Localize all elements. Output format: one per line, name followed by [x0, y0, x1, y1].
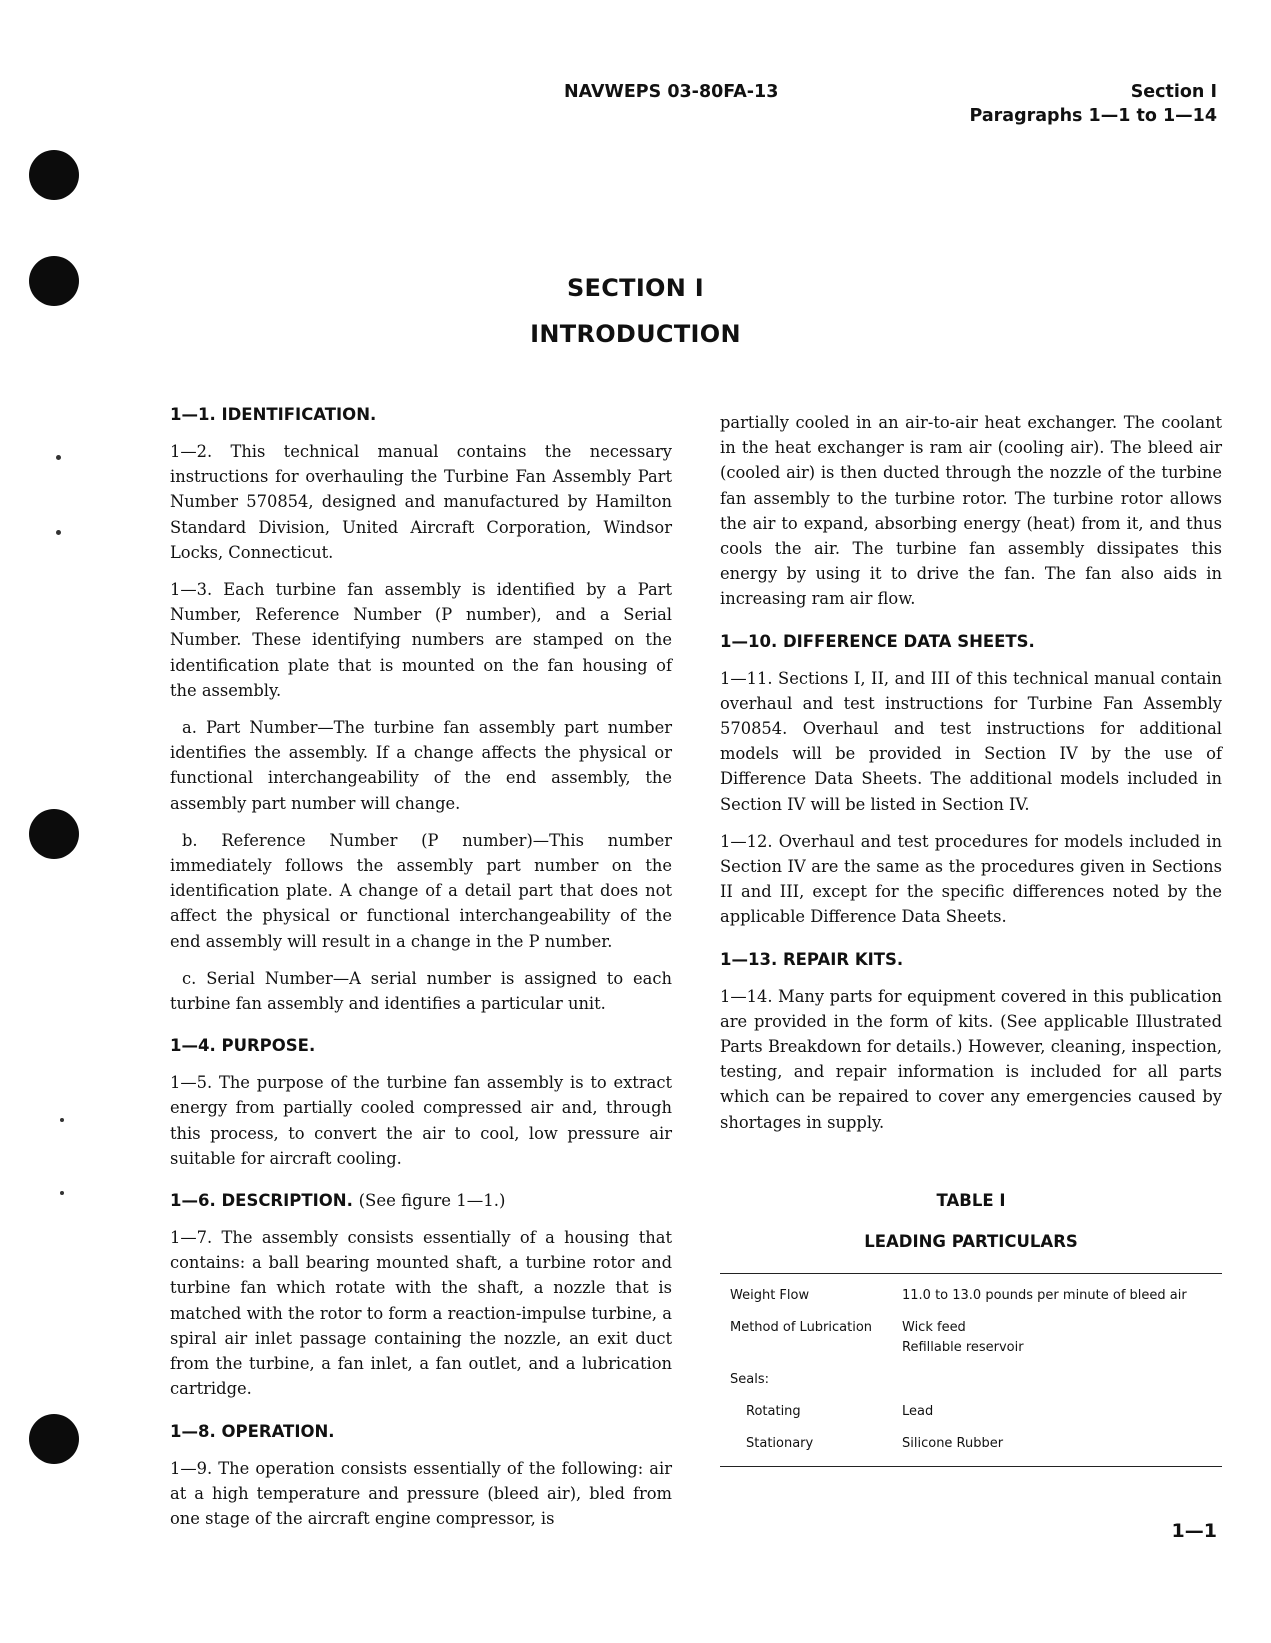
paragraph-1-12: 1—12. Overhaul and test procedures for models included in Section IV are the same as the procedures given in Sections II and III, except for the specific differences noted by the applicable Difference Data Sheets. — [720, 831, 1222, 927]
paragraph-1-3: 1—3. Each turbine fan assembly is identified by a Part Number, Reference Number (P number), and a Serial Number. These identifying numbers are stamped on the identification plate that is mounted on the fan housing of the assembly. — [170, 580, 672, 700]
table-number: TABLE I — [936, 1190, 1006, 1210]
paragraphs-reference: Paragraphs 1—1 to 1—14 — [969, 106, 1217, 126]
lubrication-label: Method of Lubrication — [730, 1319, 873, 1335]
paragraph-a: a. Part Number—The turbine fan assembly part number identifies the assembly. If a change affects the physical or functional interchangeability of the end assembly, the assembly part number will change. — [170, 718, 672, 813]
binder-hole-3 — [29, 809, 79, 859]
lubrication-value-1: Wick feed — [902, 1319, 966, 1335]
scan-speck — [60, 1118, 64, 1122]
seals-label: Seals: — [730, 1371, 769, 1387]
left-column — [170, 405, 672, 1543]
scan-speck — [56, 530, 61, 535]
binder-hole-4 — [29, 1414, 79, 1464]
paragraph-1-7: 1—7. The assembly consists essentially of a housing that contains: a ball bearing mounted shaft, a turbine rotor and turbine fan which rotate with the shaft, a nozzle that is matched with the rotor to form a reaction-impulse turbine, a spiral air inlet passage containing the nozzle, an exit duct from the turbine, a fan inlet, a fan outlet, and a lubrication cartridge. — [170, 1228, 672, 1399]
paragraph-1-14: 1—14. Many parts for equipment covered in this publication are provided in the form of kits. (See applicable Illustrated Parts Breakdown for details.) However, cleaning, inspection, testing, and repair information is included for all parts which can be repaired to cover any emergencies caused by shortages in supply. — [720, 986, 1222, 1132]
table-row — [720, 1318, 1222, 1358]
paragraph-1-9-continued: partially cooled in an air-to-air heat exchanger. The coolant in the heat exchanger is ram air (cooling air). The bleed air (cooled air) is then ducted through the nozzle of the turbine fan assembly to the turbine rotor. The turbine rotor allows the air to expand, absorbing energy (heat) from it, and thus cools the air. The turbine fan assembly dissipates this energy by using it to drive the fan. The fan also aids in increasing ram air flow. — [720, 413, 1222, 609]
scan-speck — [56, 455, 61, 460]
rotating-label: Rotating — [746, 1403, 801, 1419]
table-row — [720, 1434, 1222, 1454]
section-reference: Section I — [1130, 82, 1217, 102]
binder-hole-1 — [29, 150, 79, 200]
figure-reference: (See figure 1—1.) — [358, 1191, 506, 1211]
stationary-label: Stationary — [746, 1435, 814, 1451]
scan-speck — [60, 1191, 64, 1195]
leading-particulars-table — [720, 1273, 1222, 1469]
section-subtitle: INTRODUCTION — [530, 320, 741, 348]
weight-flow-value: 11.0 to 13.0 pounds per minute of bleed air — [902, 1287, 1187, 1303]
section-title: SECTION I — [566, 274, 705, 302]
table-title: LEADING PARTICULARS — [864, 1231, 1078, 1251]
paragraph-1-5: 1—5. The purpose of the turbine fan assembly is to extract energy from partially cooled compressed air and, through this process, to convert the air to cool, low pressure air suitable for aircraft cooling. — [170, 1073, 672, 1168]
heading-description — [170, 1191, 672, 1210]
heading-identification: 1—1. IDENTIFICATION. — [170, 405, 377, 424]
table-row — [720, 1402, 1222, 1422]
heading-purpose: 1—4. PURPOSE. — [170, 1036, 316, 1056]
heading-repair-kits: 1—13. REPAIR KITS. — [720, 949, 904, 969]
paragraph-1-2: 1—2. This technical manual contains the necessary instructions for overhauling the Turbine Fan Assembly Part Number 570854, designed and manufactured by Hamilton Standard Division, United Aircraft Corporation, Windsor Locks, Connecticut. — [170, 442, 672, 562]
heading-difference-data-sheets: 1—10. DIFFERENCE DATA SHEETS. — [720, 631, 1035, 651]
lubrication-value-2: Refillable reservoir — [902, 1339, 1024, 1355]
stationary-value: Silicone Rubber — [902, 1435, 1004, 1451]
paragraph-b: b. Reference Number (P number)—This number immediately follows the assembly part number on the identification plate. A change of a detail part that does not affect the physical or functional interchangeability of the end assembly will result in a change in the P number. — [170, 830, 672, 951]
paragraph-1-11: 1—11. Sections I, II, and III of this technical manual contain overhaul and test instructions for Turbine Fan Assembly 570854. Overhaul and test instructions for additional models will be provided in Section IV by the use of Difference Data Sheets. The additional models included in Section IV will be listed in Section IV. — [720, 668, 1222, 814]
rotating-value: Lead — [902, 1403, 934, 1419]
paragraph-1-9: 1—9. The operation consists essentially of the following: air at a high temperature and pressure (bleed air), bled from one stage of the aircraft engine compressor, is — [170, 1458, 672, 1528]
heading-description-text: 1—6. DESCRIPTION. — [170, 1191, 353, 1211]
weight-flow-label: Weight Flow — [730, 1287, 810, 1303]
table-row — [720, 1286, 1222, 1306]
table-row — [720, 1370, 1222, 1390]
right-column — [720, 410, 1222, 1469]
paragraph-c: c. Serial Number—A serial number is assigned to each turbine fan assembly and identifies a particular unit. — [170, 968, 672, 1014]
page-number: 1—1 — [1171, 1520, 1217, 1542]
lubrication-value — [902, 1318, 1222, 1358]
document-number: NAVWEPS 03-80FA-13 — [564, 82, 779, 102]
heading-operation: 1—8. OPERATION. — [170, 1421, 335, 1441]
